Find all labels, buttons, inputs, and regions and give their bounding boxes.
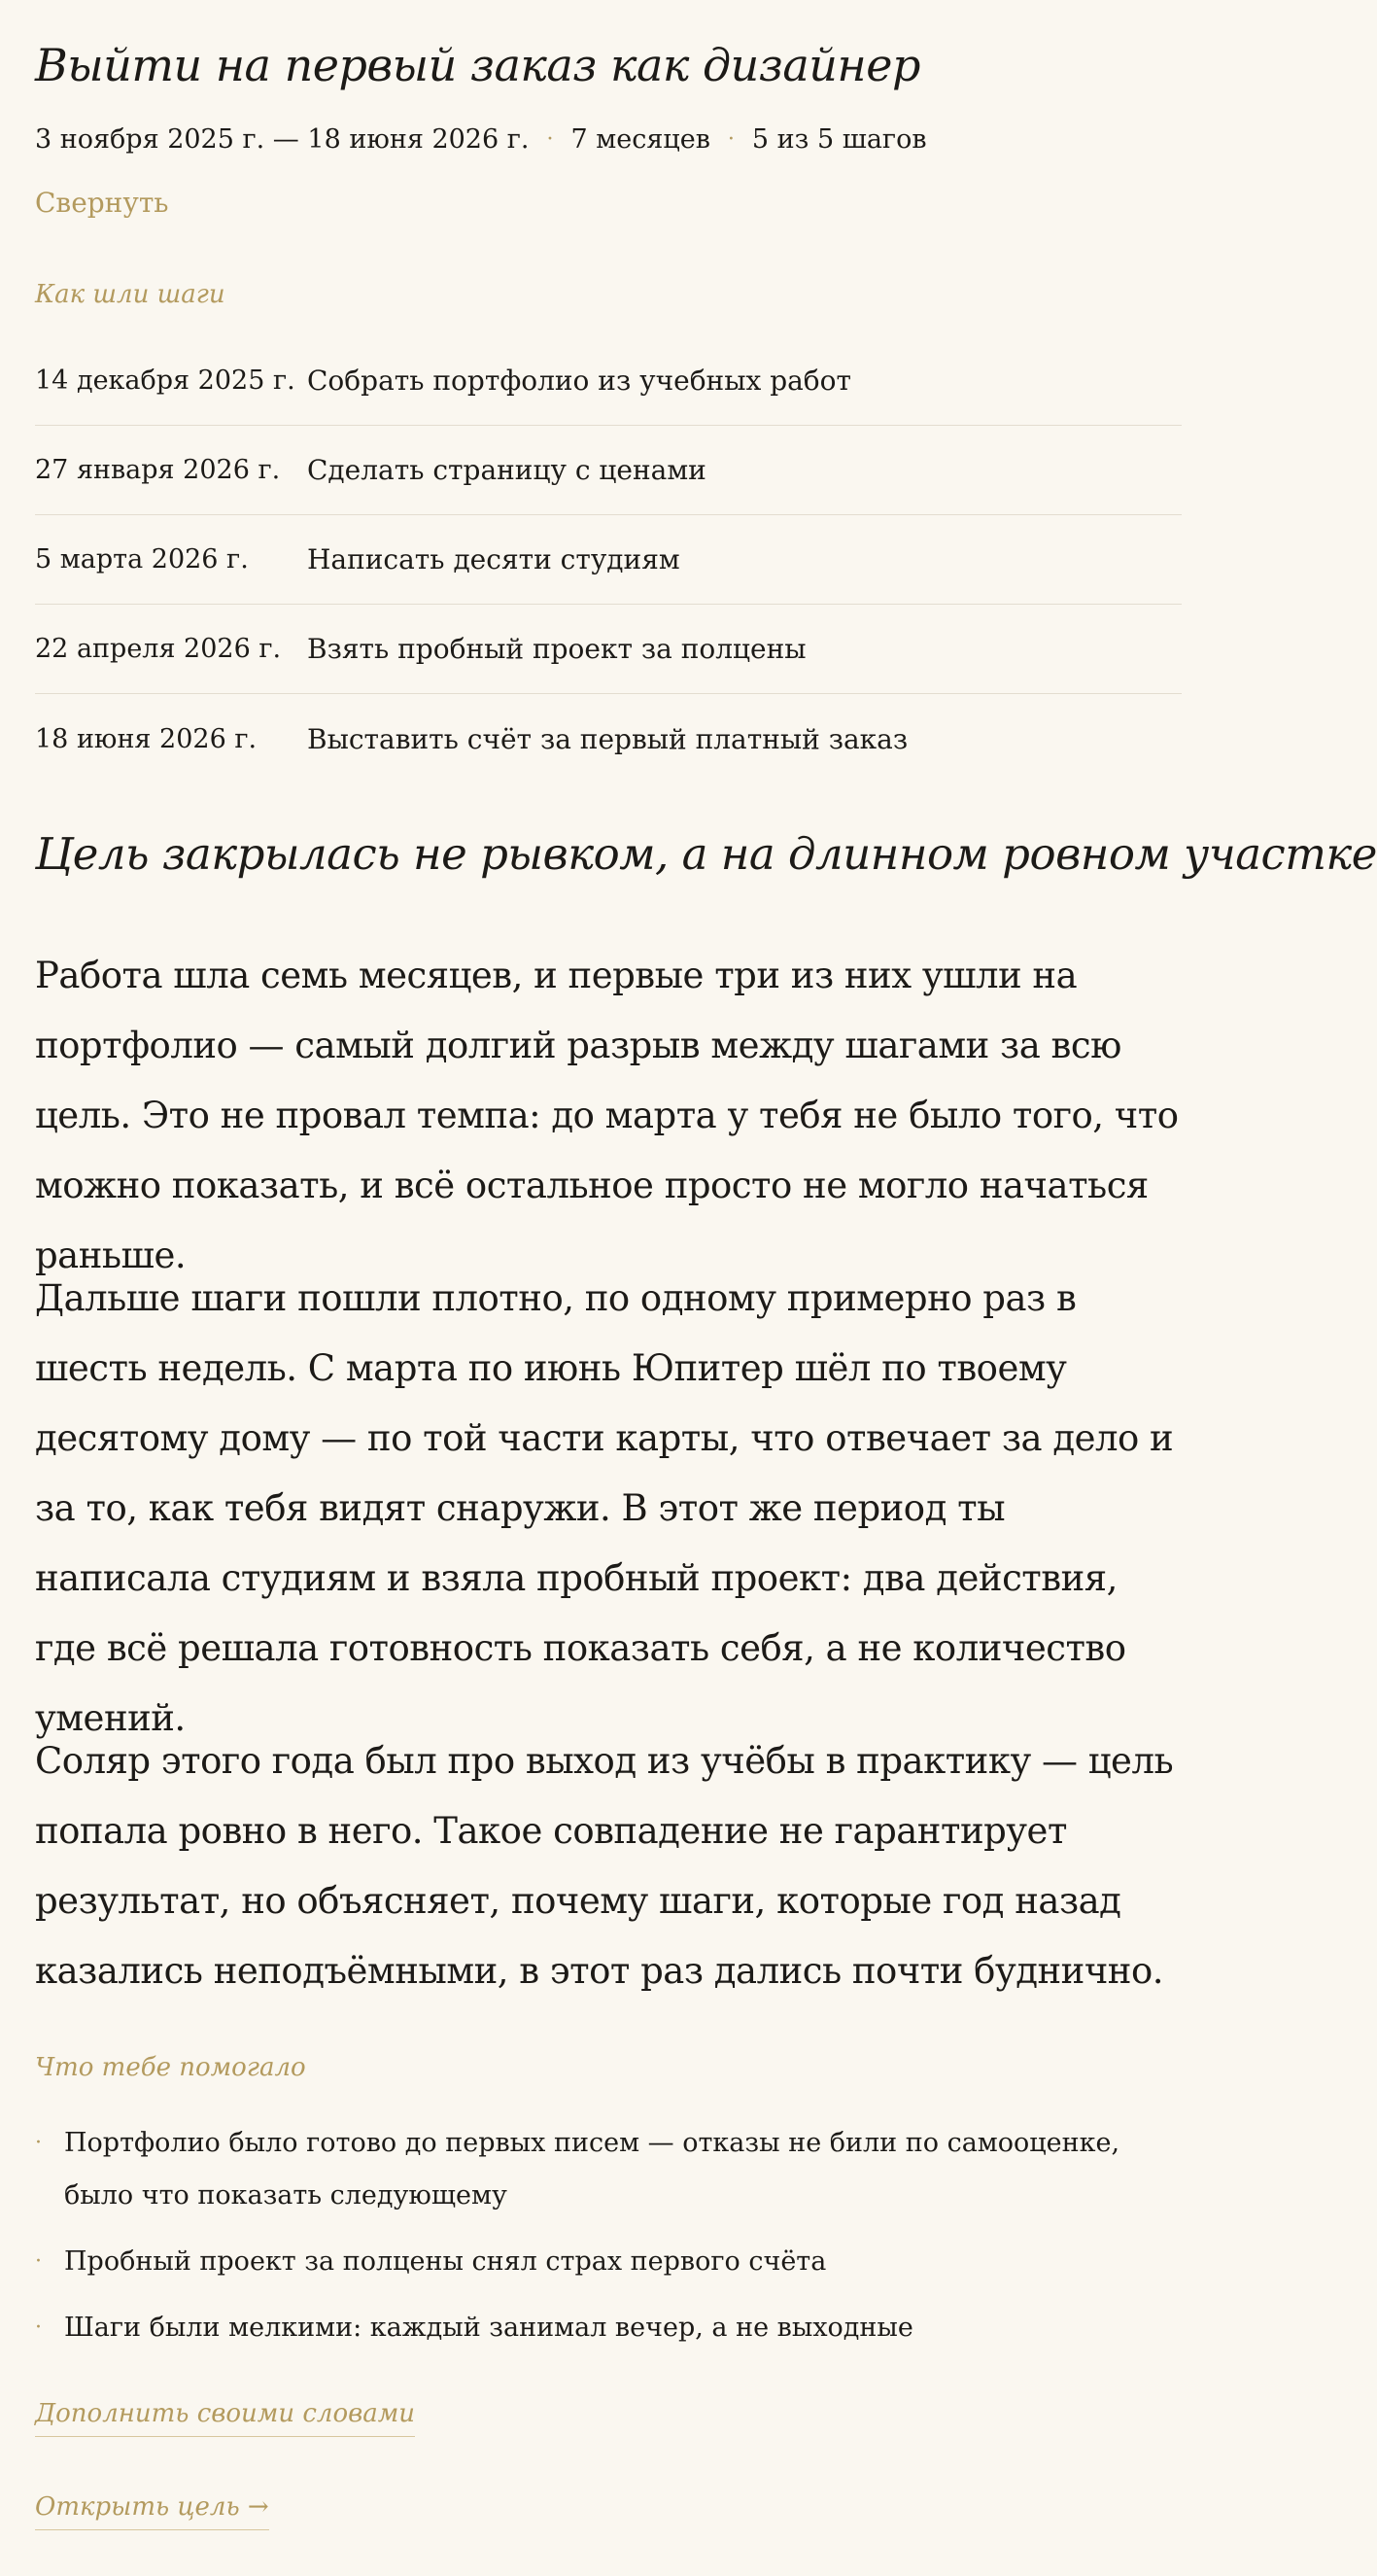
helped-item-text: Пробный проект за полцены снял страх первого счёта xyxy=(64,2246,827,2277)
steps-list xyxy=(35,336,1182,783)
collapse-button[interactable]: Свернуть xyxy=(35,187,169,219)
step-text: Сделать страницу с ценами xyxy=(307,454,706,486)
helped-item xyxy=(35,2117,1182,2222)
helped-item xyxy=(35,2236,1182,2288)
step-text: Собрать портфолио из учебных работ xyxy=(307,365,852,397)
step-text: Написать десяти студиям xyxy=(307,543,680,575)
step-row xyxy=(35,515,1182,605)
bullet-dot: · xyxy=(35,2249,42,2274)
goal-progress: 5 из 5 шагов xyxy=(751,124,927,155)
helped-item-text: Портфолио было готово до первых писем — отказы не били по самооценке, было что показать следующему xyxy=(64,2128,1120,2210)
goal-duration: 7 месяцев xyxy=(570,124,710,155)
step-text: Взять пробный проект за полцены xyxy=(307,633,807,665)
step-row xyxy=(35,605,1182,694)
step-row xyxy=(35,694,1182,783)
meta-separator-dot: · xyxy=(546,127,554,152)
step-row xyxy=(35,336,1182,426)
add-own-words-link[interactable]: Дополнить своими словами xyxy=(35,2399,415,2437)
steps-section-label: Как шли шаги xyxy=(35,280,225,309)
goal-title: Выйти на первый заказ как дизайнер xyxy=(35,39,920,91)
step-date: 22 апреля 2026 г. xyxy=(35,634,282,664)
step-text: Выставить счёт за первый платный заказ xyxy=(307,722,909,755)
step-date: 14 декабря 2025 г. xyxy=(35,366,295,396)
goal-period: 3 ноября 2025 г. — 18 июня 2026 г. xyxy=(35,124,530,155)
step-date: 5 марта 2026 г. xyxy=(35,544,249,574)
bullet-dot: · xyxy=(35,2315,42,2340)
helped-item xyxy=(35,2302,1182,2354)
helped-section-label: Что тебе помогало xyxy=(35,2053,306,2082)
reflection-headline: Цель закрылась не рывком, а на длинном ровном участке xyxy=(35,828,1377,880)
step-date: 27 января 2026 г. xyxy=(35,455,281,485)
goal-meta xyxy=(35,124,927,155)
reflection-paragraph: Дальше шаги пошли плотно, по одному примерно раз в шесть недель. С марта по июнь Юпитер шёл по твоему десятому дому — по той части карты, что отвечает за дело и за то, как тебя видят снаружи. В этот же период ты написала студиям и взяла пробный проект: два действия, где всё решала готовность показать себя, а не количество умений. xyxy=(35,1277,1174,1739)
step-row xyxy=(35,426,1182,515)
helped-item-text: Шаги были мелкими: каждый занимал вечер, а не выходные xyxy=(64,2313,913,2343)
reflection-paragraph: Соляр этого года был про выход из учёбы в практику — цель попала ровно в него. Такое совпадение не гарантирует результат, но объясняет, почему шаги, которые год назад казались неподъёмными, в этот раз дались почти буднично. xyxy=(35,1740,1174,1992)
reflection-paragraph: Работа шла семь месяцев, и первые три из них ушли на портфолио — самый долгий разрыв между шагами за всю цель. Это не провал темпа: до марта у тебя не было того, что можно показать, и всё остальное просто не могло начаться раньше. xyxy=(35,955,1179,1276)
meta-separator-dot: · xyxy=(727,127,735,152)
bullet-dot: · xyxy=(35,2131,42,2155)
open-goal-link[interactable]: Открыть цель → xyxy=(35,2492,269,2530)
step-date: 18 июня 2026 г. xyxy=(35,723,258,754)
helped-list xyxy=(35,2117,1182,2368)
